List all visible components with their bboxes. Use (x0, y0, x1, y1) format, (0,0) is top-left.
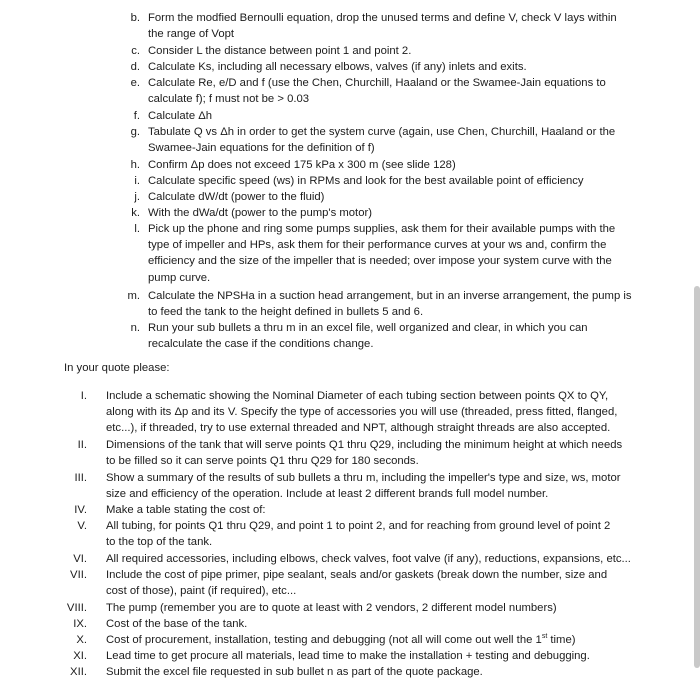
item-text: Lead time to get procure all materials, lead time to make the installation + testing and debugging. (106, 650, 590, 662)
item-marker: c. (131, 45, 140, 57)
item-text: Calculate dW/dt (power to the fluid) (148, 191, 325, 203)
item-text: Pick up the phone and ring some pumps supplies, ask them for their available pumps with the (148, 223, 616, 235)
item-text: Form the modfied Bernoulli equation, drop the unused terms and define V, check V lays within (148, 12, 617, 24)
item-text: Calculate Ks, including all necessary elbows, valves (if any) inlets and exits. (148, 61, 527, 73)
ordinal-suffix: st (541, 633, 548, 641)
item-marker: XI. (73, 650, 87, 662)
item-text: Tabulate Q vs Δh in order to get the system curve (again, use Chen, Churchill, Haaland or the (148, 126, 616, 138)
item-text: recalculate the case if the conditions change. (148, 338, 374, 351)
item-text: All required accessories, including elbows, check valves, foot valve (if any), reductions, expansions, etc... (106, 553, 631, 565)
item-text: Calculate specific speed (ws) in RPMs and look for the best available point of efficiency (148, 175, 584, 187)
item-text: Confirm Δp does not exceed 175 kPa x 300 m (see slide 128) (148, 159, 456, 171)
item-text: to be filled so it can serve points Q1 thru Q29 for 180 seconds. (106, 455, 419, 468)
item-marker: VI. (73, 553, 87, 565)
item-marker: X. (76, 634, 87, 646)
item-text: With the dWa/dt (power to the pump's motor) (148, 207, 372, 219)
item-text: Consider L the distance between point 1 and point 2. (148, 45, 412, 57)
item-text: Swamee-Jain equations for the definition of f) (148, 142, 375, 155)
item-marker: k. (131, 207, 140, 219)
item-text: to the top of the tank. (106, 536, 213, 549)
item-marker: g. (130, 126, 140, 138)
item-marker: VIII. (66, 602, 87, 614)
item-marker: m. (127, 290, 140, 302)
item-marker: VII. (70, 569, 87, 581)
item-text: Calculate Δh (148, 110, 213, 122)
item-marker: IV. (74, 504, 87, 516)
item-text: Cost of the base of the tank. (106, 618, 248, 630)
item-text: the range of Vopt (148, 28, 235, 41)
item-text: to feed the tank to the height defined in bullets 5 and 6. (148, 306, 424, 319)
item-text: Include the cost of pipe primer, pipe sealant, seals and/or gaskets (break down the number, size and (106, 569, 608, 581)
item-text-part: time) (547, 634, 576, 646)
item-marker: II. (77, 439, 87, 451)
item-marker: n. (130, 322, 140, 334)
item-text: Run your sub bullets a thru m in an excel file, well organized and clear, in which you can (148, 322, 588, 334)
item-text: The pump (remember you are to quote at least with 2 vendors, 2 different model numbers) (106, 602, 557, 614)
item-text: Calculate Re, e/D and f (use the Chen, Churchill, Haaland or the Swamee-Jain equations to (148, 77, 606, 89)
item-text: cost of those), paint (if required), etc... (106, 585, 297, 598)
item-text: type of impeller and HPs, ask them for their performance curves at your ws and, confirm the (148, 239, 607, 252)
item-marker: e. (130, 77, 140, 89)
item-marker: b. (130, 12, 140, 24)
item-text: Calculate the NPSHa in a suction head arrangement, but in an inverse arrangement, the pump is (148, 290, 632, 302)
item-marker: l. (134, 223, 140, 235)
item-marker: j. (134, 191, 140, 203)
item-text: pump curve. (148, 271, 211, 284)
item-text: All tubing, for points Q1 thru Q29, and point 1 to point 2, and for reaching from ground level of point 2 (106, 520, 611, 532)
item-text: size and efficiency of the operation. Include at least 2 different brands full model number. (106, 488, 549, 501)
item-text: Include a schematic showing the Nominal Diameter of each tubing section between points QX to QY, (106, 390, 609, 402)
item-marker: f. (133, 110, 140, 122)
item-text (106, 632, 576, 648)
item-marker: d. (130, 61, 140, 73)
item-text: calculate f); f must not be > 0.03 (148, 93, 310, 106)
item-text-part: Cost of procurement, installation, testing and debugging (not all will come out well the 1 (106, 634, 542, 646)
item-text: along with its Δp and its V. Specify the type of accessories you will use (threaded, press fitted, flanged, (106, 406, 618, 419)
item-marker: I. (80, 390, 87, 402)
item-text: etc...), if threaded, try to use external threaded and NPT, although straight threads are also accepted. (106, 422, 611, 435)
item-text: Submit the excel file requested in sub bullet n as part of the quote package. (106, 666, 483, 678)
item-marker: XII. (70, 666, 87, 678)
item-text: Dimensions of the tank that will serve points Q1 thru Q29, including the minimum height at which needs (106, 439, 623, 451)
item-text: Show a summary of the results of sub bullets a thru m, including the impeller's type and size, ws, motor (106, 472, 621, 484)
item-marker: V. (77, 520, 87, 532)
item-text: Make a table stating the cost of: (106, 504, 266, 516)
vertical-scrollbar[interactable] (694, 286, 700, 668)
quote-heading: In your quote please: (64, 362, 170, 374)
item-marker: i. (134, 175, 140, 187)
item-text: efficiency and the size of the impeller that is needed; over impose your system curve with the (148, 255, 612, 268)
item-marker: IX. (73, 618, 87, 630)
item-marker: h. (130, 159, 140, 171)
item-marker: III. (74, 472, 87, 484)
